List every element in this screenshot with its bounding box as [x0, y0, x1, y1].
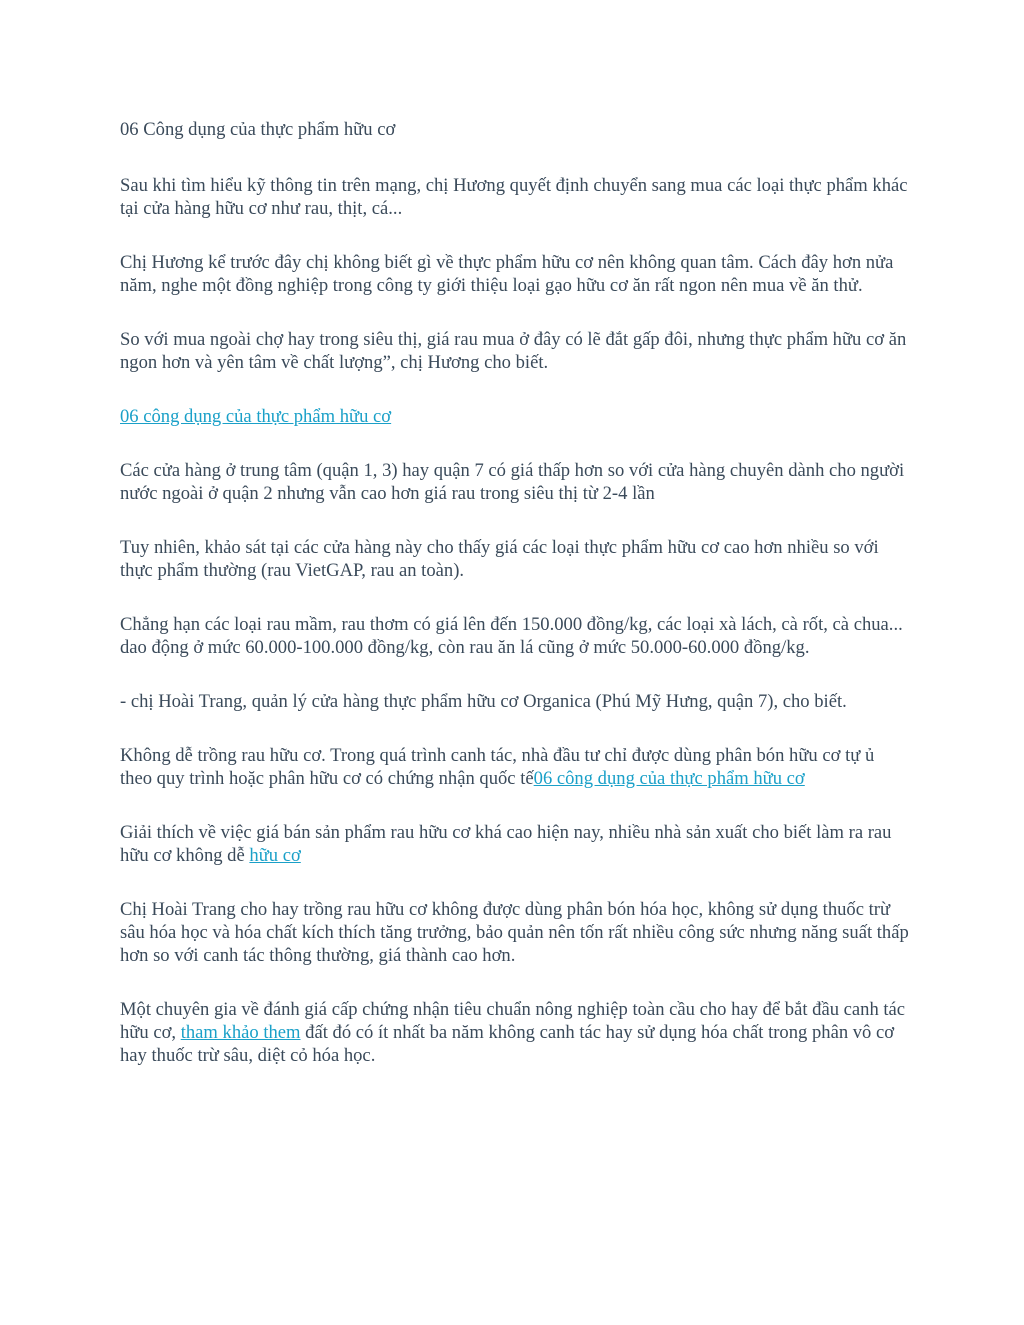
article-link[interactable]: 06 công dụng của thực phẩm hữu cơ: [120, 406, 392, 427]
paragraph-survey: Tuy nhiên, khảo sát tại các cửa hàng này cho thấy giá các loại thực phẩm hữu cơ cao hơn nhiều so với thực phẩm thường (rau VietGAP, rau an toàn).: [120, 537, 879, 581]
paragraph-growing-text: Không dễ trồng rau hữu cơ. Trong quá trình canh tác, nhà đầu tư chỉ được dùng phân bón hữu cơ tự ủ theo quy trình hoặc phân hữu cơ có chứng nhận quốc tế: [120, 745, 875, 789]
paragraph-story: Chị Hương kể trước đây chị không biết gì về thực phẩm hữu cơ nên không quan tâm. Cách đây hơn nửa năm, nghe một đồng nghiệp trong công ty giới thiệu loại gạo hữu cơ ăn rất ngon nên mua về ăn thử.: [120, 252, 894, 296]
paragraph-method: Chị Hoài Trang cho hay trồng rau hữu cơ không được dùng phân bón hóa học, không sử dụng thuốc trừ sâu hóa học và hóa chất kích thích tăng trưởng, bảo quản nên tốn rất nhiều công sức nhưng năng suất thấp hơn so với canh tác thông thường, giá thành cao hơn.: [120, 899, 909, 966]
paragraph-manager: - chị Hoài Trang, quản lý cửa hàng thực phẩm hữu cơ Organica (Phú Mỹ Hưng, quận 7), cho biết.: [120, 691, 847, 712]
document-title: 06 Công dụng của thực phẩm hữu cơ: [120, 119, 396, 140]
paragraph-expert: [120, 998, 910, 1067]
paragraph-intro: Sau khi tìm hiểu kỹ thông tin trên mạng, chị Hương quyết định chuyển sang mua các loại thực phẩm khác tại cửa hàng hữu cơ như rau, thịt, cá...: [120, 175, 908, 219]
paragraph-prices: Chẳng hạn các loại rau mầm, rau thơm có giá lên đến 150.000 đồng/kg, các loại xà lách, cà rốt, cà chua... dao động ở mức 60.000-100.000 đồng/kg, còn rau ăn lá cũng ở mức 50.000-60.000 đồng/kg.: [120, 614, 903, 658]
paragraph-quote: So với mua ngoài chợ hay trong siêu thị, giá rau mua ở đây có lẽ đắt gấp đôi, nhưng thực phẩm hữu cơ ăn ngon hơn và yên tâm về chất lượng”, chị Hương cho biết.: [120, 329, 907, 373]
paragraph-expert-text-before: Một chuyên gia về đánh giá cấp chứng nhận tiêu chuẩn nông nghiệp toàn cầu cho hay để bắt đầu canh tác hữu cơ,: [120, 999, 906, 1043]
article-link-inline[interactable]: 06 công dụng của thực phẩm hữu cơ: [533, 768, 805, 789]
paragraph-stores: Các cửa hàng ở trung tâm (quận 1, 3) hay quận 7 có giá thấp hơn so với cửa hàng chuyên dành cho người nước ngoài ở quận 2 nhưng vẫn cao hơn giá rau trong siêu thị từ 2-4 lần: [120, 460, 905, 504]
paragraph-explain: [120, 821, 910, 867]
document-page: [120, 118, 910, 1098]
organic-link[interactable]: hữu cơ: [249, 845, 301, 866]
paragraph-expert-text-after: đất đó có ít nhất ba năm không canh tác hay sử dụng hóa chất trong phân vô cơ hay thuốc trừ sâu, diệt cỏ hóa học.: [120, 1022, 895, 1066]
paragraph-link: [120, 405, 910, 428]
paragraph-explain-text: Giải thích về việc giá bán sản phẩm rau hữu cơ khá cao hiện nay, nhiều nhà sản xuất cho biết làm ra rau hữu cơ không dễ: [120, 822, 892, 866]
reference-link[interactable]: tham khảo them: [180, 1022, 301, 1043]
paragraph-growing: [120, 744, 910, 790]
